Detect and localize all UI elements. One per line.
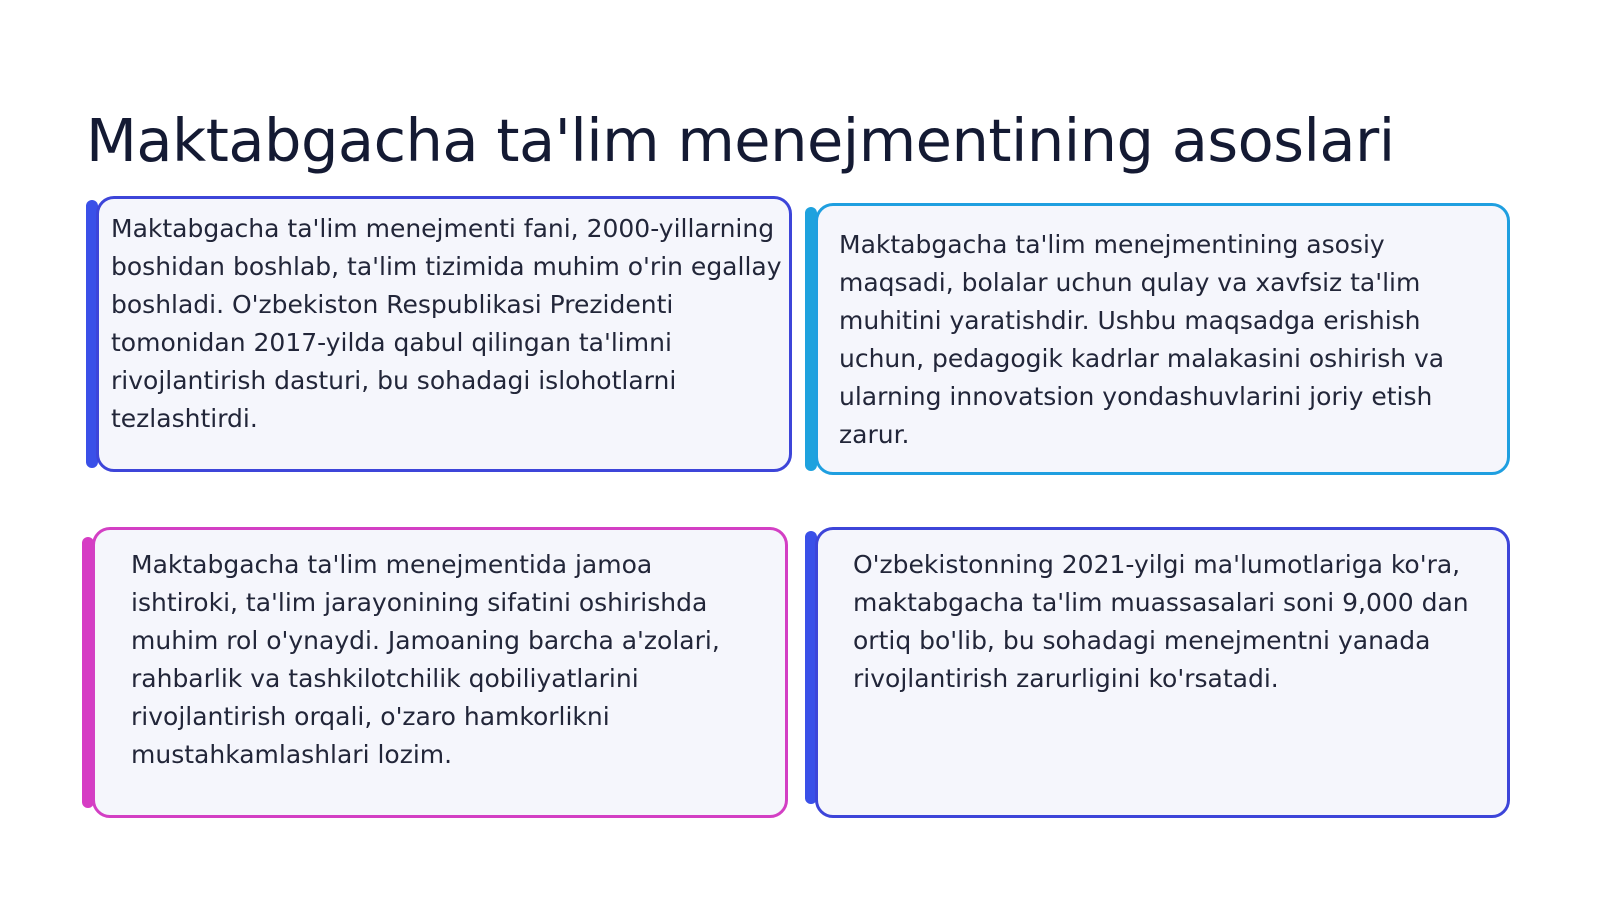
card-text: Maktabgacha ta'lim menejmentining asosiy maqsadi, bolalar uchun qulay va xavfsiz ta'lim muhitini yaratishdir. Ushbu maqsadga erishish uchun, pedagogik kadrlar malakasini oshirish va ularning innovatsion yondashuvlarini joriy etish zarur. xyxy=(839,230,1445,449)
card-text: O'zbekistonning 2021-yilgi ma'lumotlariga ko'ra, maktabgacha ta'lim muassasalari soni 9,000 dan ortiq bo'lib, bu sohadagi menejmentni yanada rivojlantirish zarurligini ko'rsatadi. xyxy=(853,550,1469,693)
slide-title: Maktabgacha ta'lim menejmentining asoslari xyxy=(86,106,1395,175)
info-card-goal xyxy=(805,203,1510,475)
info-card-team xyxy=(82,527,788,818)
card-text: Maktabgacha ta'lim menejmentida jamoa ishtiroki, ta'lim jarayonining sifatini oshirishda muhim rol o'ynaydi. Jamoaning barcha a'zolari, rahbarlik va tashkilotchilik qobiliyatlarini rivojlantirish orqali, o'zaro hamkorlikni mustahkamlashlari lozim. xyxy=(131,550,720,769)
info-card-history xyxy=(86,196,792,472)
info-card-statistics xyxy=(805,527,1510,818)
card-text: Maktabgacha ta'lim menejmenti fani, 2000-yillarning boshidan boshlab, ta'lim tizimida muhim o'rin egallay boshladi. O'zbekiston Respublikasi Prezidenti tomonidan 2017-yilda qabul qilingan ta'limni rivojlantirish dasturi, bu sohadagi islohotlarni tezlashtirdi. xyxy=(111,214,782,433)
